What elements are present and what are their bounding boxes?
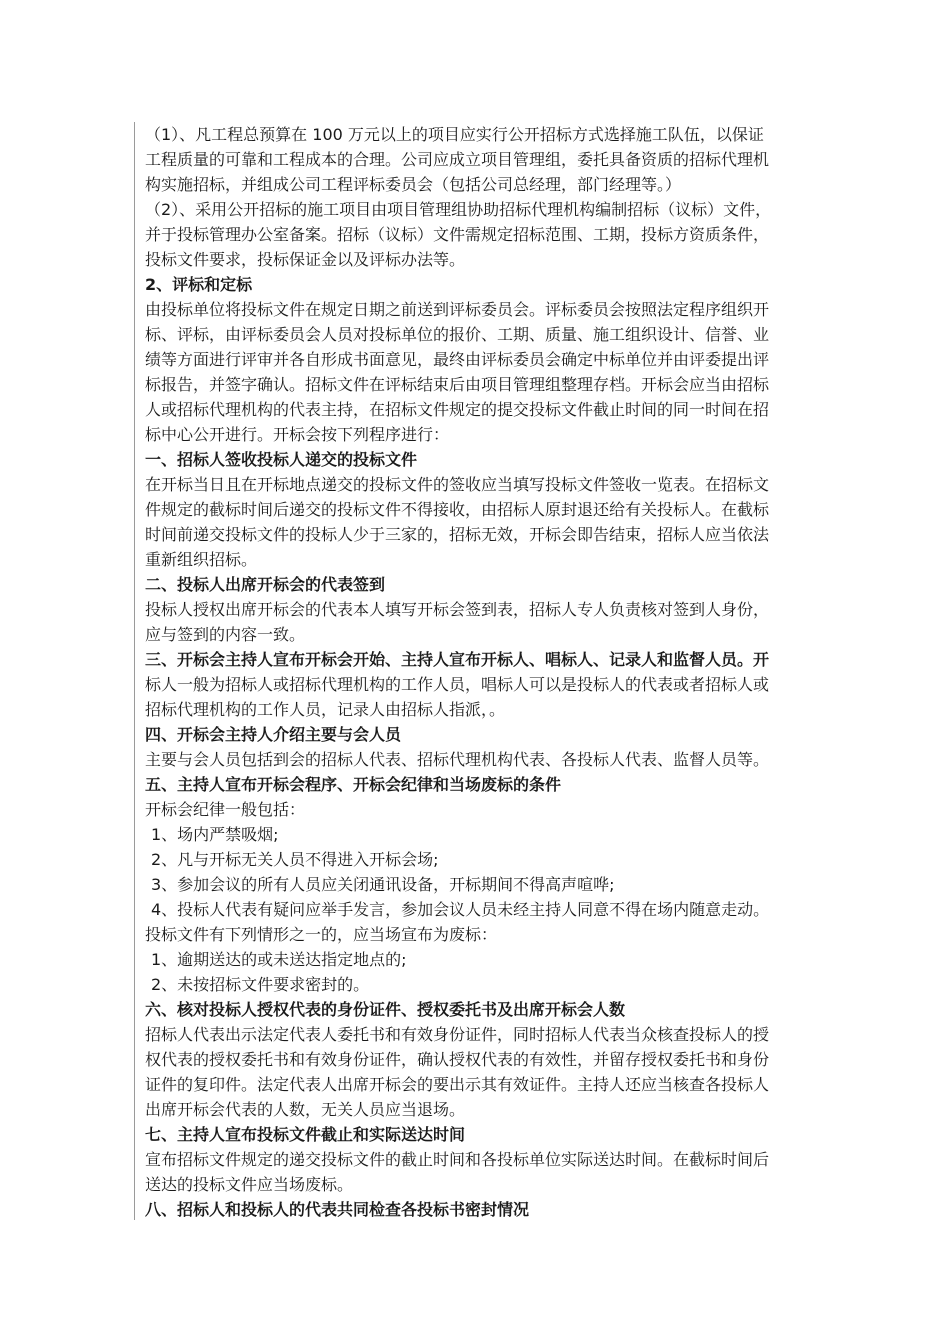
text-line: 投标文件要求，投标保证金以及评标办法等。 (145, 250, 466, 269)
text-line: 在开标当日且在开标地点递交的投标文件的签收应当填写投标文件签收一览表。在招标文 (145, 475, 770, 494)
section-heading: 五、主持人宣布开标会程序、开标会纪律和当场废标的条件 (145, 775, 562, 794)
text-line: 标人一般为招标人或招标代理机构的工作人员，唱标人可以是投标人的代表或者招标人或 (145, 675, 770, 694)
list-item: 2、凡与开标无关人员不得进入开标会场; (151, 850, 439, 869)
section-heading: 二、投标人出席开标会的代表签到 (145, 575, 386, 594)
text-line: 主要与会人员包括到会的招标人代表、招标代理机构代表、各投标人代表、监督人员等。 (145, 750, 770, 769)
text-line: （1）、凡工程总预算在 100 万元以上的项目应实行公开招标方式选择施工队伍，以保证 (145, 125, 764, 144)
section-heading: 一、招标人签收投标人递交的投标文件 (145, 450, 418, 469)
text-line: 件规定的截标时间后递交的投标文件不得接收，由招标人原封退还给有关投标人。在截标 (145, 500, 770, 519)
section-heading: 2、评标和定标 (145, 275, 253, 294)
text-line: 证件的复印件。法定代表人出席开标会的要出示其有效证件。主持人还应当核查各投标人 (145, 1075, 770, 1094)
document-body (145, 122, 813, 1222)
text-line: 构实施招标，并组成公司工程评标委员会（包括公司总经理，部门经理等。） (145, 175, 682, 194)
section-heading: 三、开标会主持人宣布开标会开始、主持人宣布开标人、唱标人、记录人和监督人员。开 (145, 650, 770, 669)
list-item: 4、投标人代表有疑问应举手发言，参加会议人员未经主持人同意不得在场内随意走动。 (151, 900, 770, 919)
text-line: 权代表的授权委托书和有效身份证件，确认授权代表的有效性，并留存授权委托书和身份 (145, 1050, 770, 1069)
text-line: 招标代理机构的工作人员，记录人由招标人指派，。 (145, 700, 506, 719)
text-line: 应与签到的内容一致。 (145, 625, 306, 644)
text-line: （2）、采用公开招标的施工项目由项目管理组协助招标代理机构编制招标（议标）文件， (145, 200, 772, 219)
text-line: 宣布招标文件规定的递交投标文件的截止时间和各投标单位实际送达时间。在截标时间后 (145, 1150, 770, 1169)
list-item: 1、逾期送达的或未送达指定地点的; (151, 950, 407, 969)
text-line: 人或招标代理机构的代表主持，在招标文件规定的提交投标文件截止时间的同一时间在招 (145, 400, 770, 419)
section-heading: 八、招标人和投标人的代表共同检查各投标书密封情况 (145, 1200, 530, 1219)
section-heading: 六、核对投标人授权代表的身份证件、授权委托书及出席开标会人数 (145, 1000, 626, 1019)
text-line: 送达的投标文件应当场废标。 (145, 1175, 354, 1194)
section-heading: 四、开标会主持人介绍主要与会人员 (145, 725, 402, 744)
section-heading: 七、主持人宣布投标文件截止和实际送达时间 (145, 1125, 466, 1144)
list-item: 1、场内严禁吸烟; (151, 825, 279, 844)
text-line: 标报告，并签字确认。招标文件在评标结束后由项目管理组整理存档。开标会应当由招标 (145, 375, 770, 394)
list-item: 3、参加会议的所有人员应关闭通讯设备，开标期间不得高声喧哗; (151, 875, 615, 894)
text-line: 并于投标管理办公室备案。招标（议标）文件需规定招标范围、工期，投标方资质条件， (145, 225, 770, 244)
text-line: 工程质量的可靠和工程成本的合理。公司应成立项目管理组，委托具备资质的招标代理机 (145, 150, 770, 169)
text-line: 投标文件有下列情形之一的，应当场宣布为废标： (145, 925, 498, 944)
text-line: 招标人代表出示法定代表人委托书和有效身份证件，同时招标人代表当众核查投标人的授 (145, 1025, 770, 1044)
text-line: 由投标单位将投标文件在规定日期之前送到评标委员会。评标委员会按照法定程序组织开 (145, 300, 770, 319)
text-line: 标、评标，由评标委员会人员对投标单位的报价、工期、质量、施工组织设计、信誉、业 (145, 325, 770, 344)
text-line: 时间前递交投标文件的投标人少于三家的，招标无效，开标会即告结束，招标人应当依法 (145, 525, 770, 544)
left-margin-rule (134, 122, 135, 1220)
text-line: 开标会纪律一般包括： (145, 800, 306, 819)
text-line: 重新组织招标。 (145, 550, 258, 569)
text-line: 出席开标会代表的人数，无关人员应当退场。 (145, 1100, 466, 1119)
text-line: 投标人授权出席开标会的代表本人填写开标会签到表，招标人专人负责核对签到人身份， (145, 600, 770, 619)
text-line: 绩等方面进行评审并各自形成书面意见，最终由评标委员会确定中标单位并由评委提出评 (145, 350, 770, 369)
text-line: 标中心公开进行。开标会按下列程序进行： (145, 425, 450, 444)
list-item: 2、未按招标文件要求密封的。 (151, 975, 370, 994)
